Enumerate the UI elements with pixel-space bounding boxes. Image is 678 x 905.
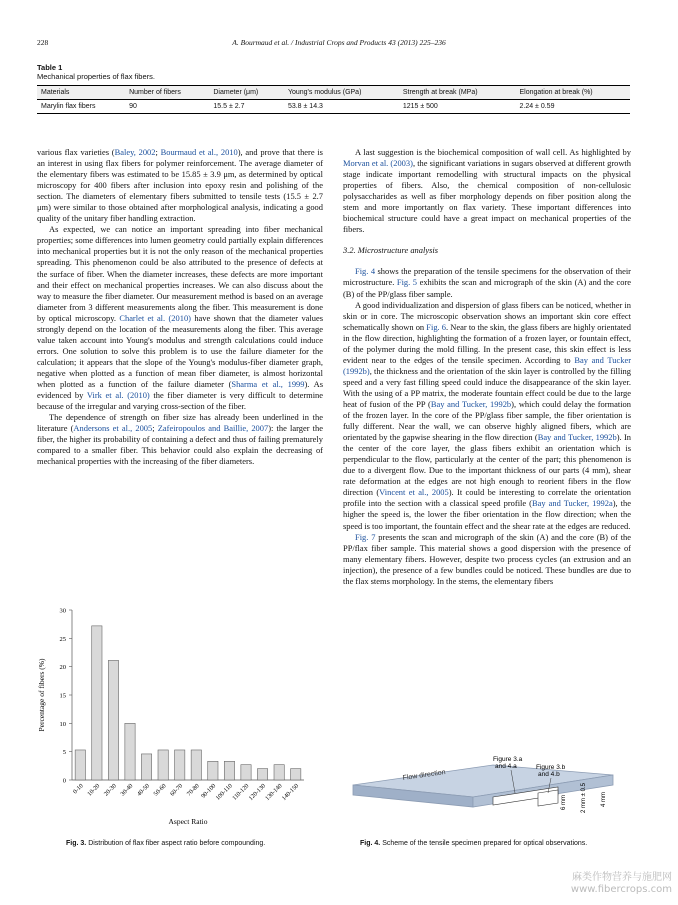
figure-link[interactable]: Fig. 4 <box>355 266 376 277</box>
y-tick-label: 30 <box>59 607 66 615</box>
x-tick-label: 70-80 <box>185 782 201 798</box>
table-cell: Marylin flax fibers <box>37 100 125 114</box>
figure-link[interactable]: Fig. 6 <box>426 321 447 332</box>
y-tick-label: 25 <box>59 635 66 643</box>
bar <box>141 754 151 780</box>
citation-link[interactable]: Bay and Tucker, 1992b <box>537 432 617 443</box>
paragraph: Fig. 4 shows the preparation of the tensile specimens for the observation of their microstructure. Fig. 5 exhibits the scan and micrograph of the skin (A) and the core (B) of the PP/glass fiber sample. <box>343 266 631 299</box>
y-axis-label: Percentage of fibers (%) <box>37 658 46 732</box>
bar <box>208 761 218 780</box>
dimension-label: 4 mm <box>601 792 607 807</box>
citation-link[interactable]: Morvan et al. (2003) <box>343 158 413 169</box>
y-tick-label: 10 <box>59 720 66 728</box>
table-cell: 90 <box>125 100 209 114</box>
bar <box>125 723 135 780</box>
right-column <box>343 147 631 587</box>
bar <box>257 769 267 780</box>
bar <box>191 750 201 780</box>
x-tick-label: 130-140 <box>264 782 284 802</box>
citation-link[interactable]: Bourmaud et al., 2010 <box>160 147 238 157</box>
bar <box>75 750 85 780</box>
citation-link[interactable]: Bay and Tucker (1992b) <box>343 354 632 376</box>
x-axis-label: Aspect Ratio <box>168 817 208 826</box>
citation-link[interactable]: Sharma et al., 1999 <box>231 378 305 389</box>
bar <box>158 750 168 780</box>
table-header-row <box>37 86 630 100</box>
x-tick-label: 30-40 <box>119 782 135 798</box>
x-tick-label: 0-10 <box>71 782 85 796</box>
table-cell: 1215 ± 500 <box>399 100 516 114</box>
callout-label: Figure 3.b <box>536 764 566 771</box>
paragraph: Fig. 7 presents the scan and micrograph of the skin (A) and the core (B) of the PP/flax fiber sample. This material shows a good dispersion with the presence of many elementary fibers. However, despite two process cycles (an extrusion and an injection), the presence of a few bundles could be noticed. These bundles are due to the flax stems morphology. In the stems, the elementary fibers <box>343 531 632 586</box>
bar <box>108 660 118 780</box>
bar <box>224 761 234 780</box>
callout-label: and 4.b <box>538 771 560 778</box>
x-tick-label: 110-120 <box>231 782 251 802</box>
callout-label: and 4.a <box>495 763 517 770</box>
bar <box>92 626 102 780</box>
table-header-cell: Young's modulus (GPa) <box>284 86 399 100</box>
bar <box>175 750 185 780</box>
citation-link[interactable]: Virk et al. (2010) <box>86 390 150 401</box>
x-tick-label: 50-60 <box>152 782 168 798</box>
dimension-label: 2 mm ± 0.5 <box>581 783 587 813</box>
citation-link[interactable]: Vincent et al., 2005 <box>379 487 449 498</box>
table-cell: 15.5 ± 2.7 <box>209 100 284 114</box>
y-tick-label: 20 <box>59 664 66 672</box>
x-tick-label: 20-30 <box>102 782 118 798</box>
table-header-cell: Materials <box>37 86 125 100</box>
citation-link[interactable]: Zafeiropoulos and Baillie, 2007 <box>157 423 269 434</box>
watermark: 麻类作物营养与施肥网 www.fibercrops.com <box>570 872 672 895</box>
table-header-cell: Elongation at break (%) <box>515 86 630 100</box>
bar <box>274 765 284 780</box>
paragraph: various flax varieties (Baley, 2002; Bourmaud et al., 2010), and prove that there is an interest in using flax fibers for polymer reinforcement. The average diameter of the elementary fibers was estimated to be 15.85 ± 3.9 μm, as determined by optical microscopy for 400 fibers after inclusion into epoxy resin and polishing of the section. The diameters of elementary fibers submitted to tensile tests (15.5 ± 2.7 μm) were similar to those obtained after morphological analysis, indicating a good quality of the unitary fiber handling extraction. <box>37 147 323 224</box>
table-cell: 2.24 ± 0.59 <box>515 100 630 114</box>
citation-link[interactable]: Bay and Tucker, 1992a <box>532 498 613 509</box>
paragraph: A good individualization and dispersion of glass fibers can be noticed, whether in skin or in core. The microscopic observation shows an important skin core effect schematically shown on Fig. 6. Near to the skin, the glass fibers are highly orientated in the flow direction, highlighting the formation of a frozen layer, or fountain effect, of the polymer during the mold filling. In the present case, this skin effect is less evident near to the edges of the tensile specimen. According to Bay and Tucker (1992b), the thickness and the orientation of the skin layer is controlled by the filling speed and a very fast filling speed could induce the disappearance of the skin layer. With the using of a PP matrix, the moderate fountain effect could be due to the large heat of fusion of the PP (Bay and Tucker, 1992b), which could delay the formation of the frozen layer. In the core of the PP/glass fiber sample, the fiber orientation is fully different. Near the wall, we can observe highly aligned fibers, which are orientated by the gapwise shearing in the flow direction (Bay and Tucker, 1992b). In the center of the core layer, the glass fibers exhibit an orientation which is perpendicular to the flow, particularly at the center of the part; this phenomenon is due to a divergent flow. Due to the important thickness of our parts (4 mm), shear rate deformation at the edges are not high enough to reorient fibers in the flow direction (Vincent et al., 2005). It could be interesting to correlate the orientation profile into the section with a classical speed profile (Bay and Tucker, 1992a), the higher the speed is, the lower the fiber orientation in the flow direction; when the speed is too important, the fountain effect and the shear rate at the edges are reduced. <box>343 299 632 531</box>
y-tick-label: 0 <box>62 777 66 785</box>
left-column <box>37 147 323 467</box>
table-row <box>37 100 630 114</box>
x-tick-label: 140-150 <box>280 782 301 802</box>
figure-link[interactable]: Fig. 5 <box>396 277 418 288</box>
bar <box>241 765 251 780</box>
x-tick-label: 120-130 <box>247 782 267 802</box>
table-header-cell: Strength at break (MPa) <box>399 86 516 100</box>
figure3-caption: Fig. 3. Distribution of flax fiber aspect ratio before compounding. <box>66 840 266 847</box>
y-tick-label: 15 <box>59 692 66 700</box>
aspect-ratio-bar-chart <box>30 600 320 830</box>
table-cell: 53.8 ± 14.3 <box>284 100 399 114</box>
page-number: 228 <box>37 38 49 47</box>
table-header-cell: Diameter (μm) <box>209 86 284 100</box>
table-caption: Mechanical properties of flax fibers. <box>37 72 155 81</box>
x-tick-label: 10-20 <box>86 782 102 798</box>
paragraph: The dependence of strength on fiber size has already been underlined in the literature (Andersons et al., 2005; Zafeiropoulos and Baillie, 2007): the larger the fiber, the higher its probability of containing a defect and thus of failing prematurely compared to a smaller fiber. This behavior could also explain the decreasing of mechanical properties with the increasing of the fiber diameters. <box>37 412 323 467</box>
paragraph: A last suggestion is the biochemical composition of wall cell. As highlighted by Morvan et al. (2003), the significant variations in sugars observed at different growth stage indicate important remodelling with structural impacts on the physical properties of fibers. Also, the chemical composition of non-cellulosic polysaccharides as well as fiber morphology depends on fiber position along the stem and more importantly on flax variety. These important differences into biochemical structure could have a great impact on mechanical properties of the fibers. <box>343 147 631 235</box>
section-heading: 3.2. Microstructure analysis <box>343 245 438 256</box>
callout-label: Figure 3.a <box>493 756 523 763</box>
running-header: A. Bourmaud et al. / Industrial Crops and Products 43 (2013) 225–236 <box>232 38 446 47</box>
figure-link[interactable]: Fig. 7 <box>355 531 376 542</box>
citation-link[interactable]: Charlet et al. (2010) <box>119 312 191 323</box>
paragraph: As expected, we can notice an important spreading into fiber mechanical properties; some differences into lumen geometry could partially explain differences into mechanical properties but it is not the only reason of the mechanical properties spreading. This phenomenon could be also attributed to the presence of defects at the surface of fiber. When the diameter increases, these defects are more important and their effect on mechanical properties increases. We can also discuss about the way to measure the fiber diameter. Our measurement method is based on an average diameter from 3 different measurements along the fiber. This measurement is done by optical microscopy. Charlet et al. (2010) have shown that the diameter values strongly depend on the location of the measurements along the fiber. This average value taken account into Young's modulus and strength calculations could induce errors. One solution to solve this problem is to use the failure diameter for the calculation; it appears that the slope of the Young's modulus-fiber diameter graph, negative when plotted as a function of mean fiber diameter, is almost horizontal when plotted as a function of the failure diameter (Sharma et al., 1999). As evidenced by Virk et al. (2010) the fiber diameter is very difficult to determine because of the irregular and varying cross-section of the fiber. <box>37 224 324 412</box>
citation-link[interactable]: Andersons et al., 2005 <box>73 423 153 434</box>
x-tick-label: 90-100 <box>199 782 218 800</box>
mechanical-properties-table <box>37 85 630 114</box>
citation-link[interactable]: Baley, 2002 <box>114 147 156 157</box>
bar <box>291 769 301 780</box>
table-header-cell: Number of fibers <box>125 86 209 100</box>
citation-link[interactable]: Bay and Tucker, 1992b <box>430 398 512 409</box>
flow-direction-label: Flow direction <box>402 769 447 782</box>
tensile-specimen-diagram <box>343 755 643 835</box>
figure4-caption: Fig. 4. Scheme of the tensile specimen prepared for optical observations. <box>360 840 588 847</box>
x-tick-label: 60-70 <box>168 782 185 798</box>
table-label: Table 1 <box>37 63 63 72</box>
x-tick-label: 100-110 <box>214 782 234 802</box>
x-tick-label: 40-50 <box>135 782 151 798</box>
y-tick-label: 5 <box>62 749 66 757</box>
dimension-label: 6 mm <box>561 795 567 810</box>
